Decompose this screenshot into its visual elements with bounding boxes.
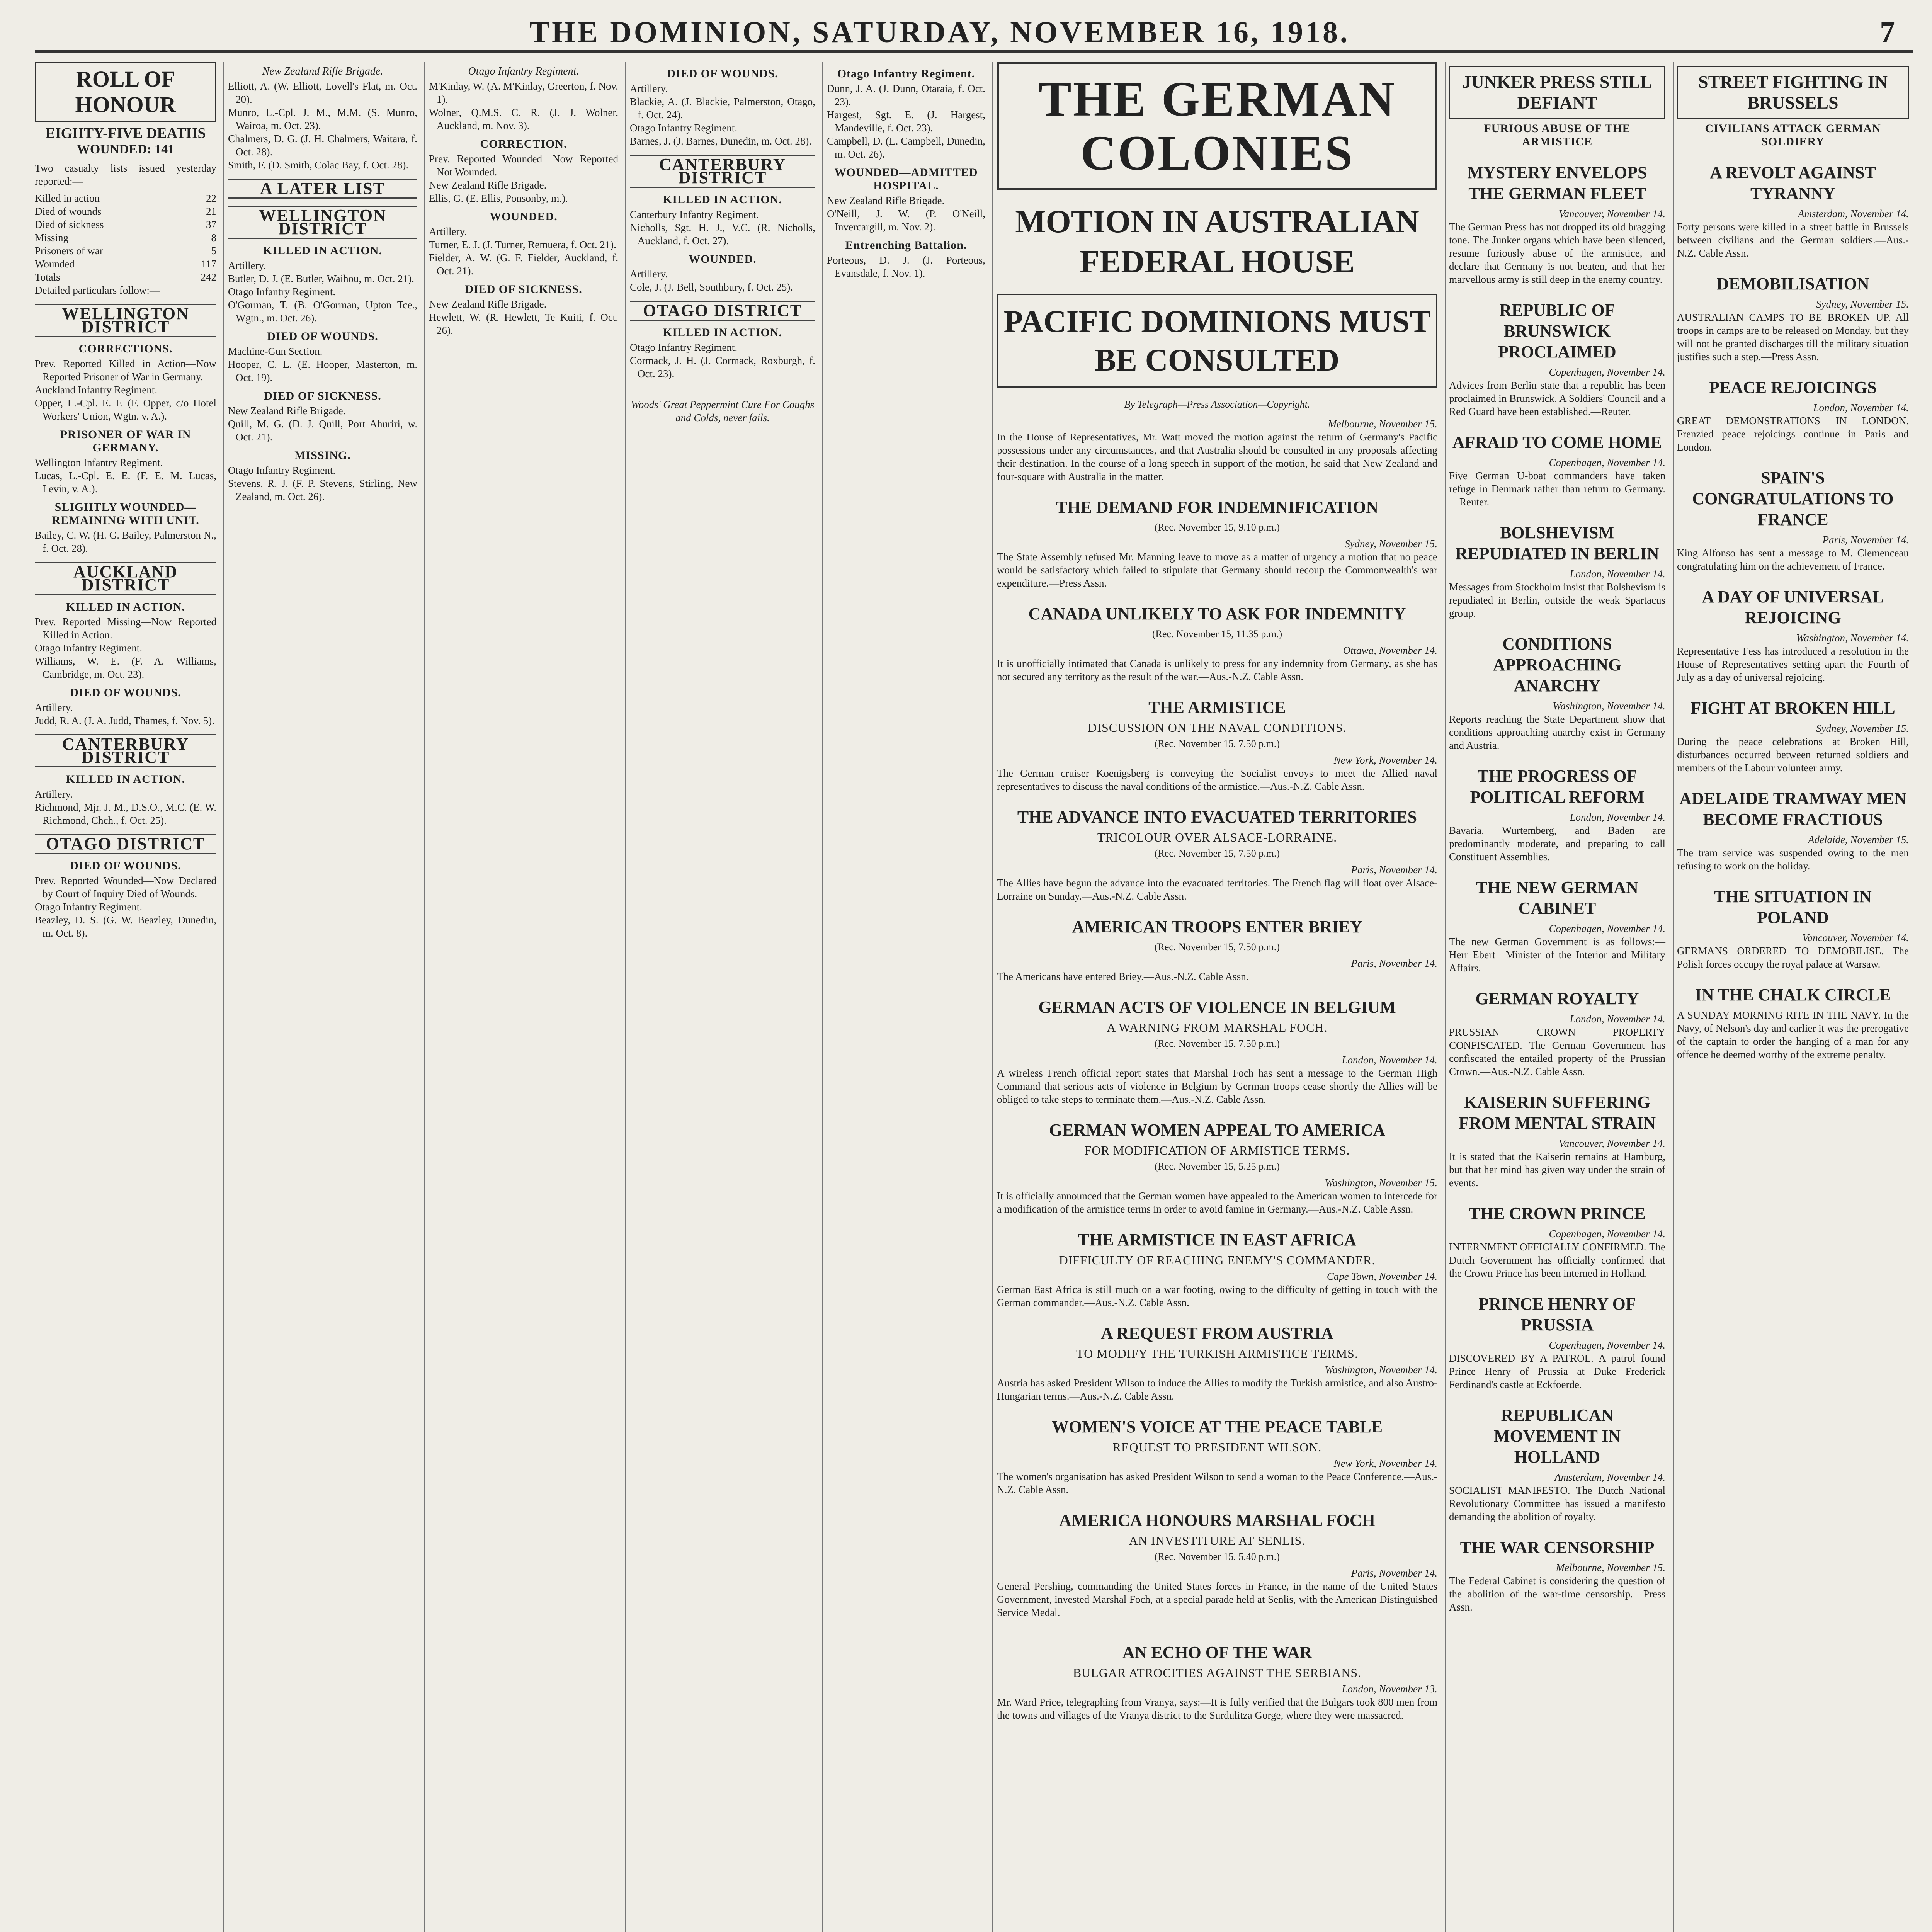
section-body: Forty persons were killed in a street battle in Brussels between civilians and the German soldiers.—Aus.-N.Z. Cable Assn. bbox=[1677, 221, 1909, 259]
stat-value: 37 bbox=[206, 219, 216, 230]
section-subtitle: AN INVESTITURE AT SENLIS. bbox=[1129, 1534, 1306, 1548]
casualty-entry: Artillery. bbox=[35, 702, 73, 713]
section-dateline: Sydney, November 15. bbox=[1816, 298, 1909, 310]
section-dateline: London, November 14. bbox=[1570, 568, 1665, 580]
casualty-entry: Ellis, G. (E. Ellis, Ponsonby, m.). bbox=[429, 192, 568, 204]
section-dateline: Sydney, November 15. bbox=[1345, 538, 1437, 549]
section-title: SPAIN'S CONGRATULATIONS TO FRANCE bbox=[1692, 468, 1894, 529]
section-body: Five German U-boat commanders have taken refuge in Denmark rather than return to Germany.—Reuter. bbox=[1449, 470, 1665, 508]
section-received: (Rec. November 15, 7.50 p.m.) bbox=[1154, 941, 1280, 952]
casualty-entry: Quill, M. G. (D. J. Quill, Port Ahuriri, w. Oct. 21). bbox=[228, 418, 417, 443]
press-sections bbox=[1449, 162, 1665, 1614]
section-body: Advices from Berlin state that a republic has been proclaimed in Brunswick. A Soldiers' Council and a Red Guard have been established.—Reuter. bbox=[1449, 379, 1665, 417]
section-received: (Rec. November 15, 7.50 p.m.) bbox=[1154, 1038, 1280, 1049]
category-heading: DIED OF SICKNESS. bbox=[465, 283, 582, 296]
section-subtitle: TRICOLOUR OVER ALSACE-LORRAINE. bbox=[1097, 830, 1337, 844]
casualty-entry: Judd, R. A. (J. A. Judd, Thames, f. Nov. 5). bbox=[35, 715, 214, 726]
section-dateline: Amsterdam, November 14. bbox=[1554, 1471, 1665, 1483]
section-title: MYSTERY ENVELOPS THE GERMAN FLEET bbox=[1467, 163, 1647, 203]
section-dateline: New York, November 14. bbox=[1333, 1458, 1437, 1469]
district-heading: AUCKLAND DISTRICT bbox=[35, 562, 216, 595]
section-dateline: Sydney, November 15. bbox=[1816, 723, 1909, 734]
casualty-entry: Blackie, A. (J. Blackie, Palmerston, Otago, f. Oct. 24). bbox=[630, 96, 815, 121]
section-body: DISCOVERED BY A PATROL. A patrol found Prince Henry of Prussia at Duke Frederick Ferdinand's castle at Eckfoerde. bbox=[1449, 1352, 1665, 1390]
section-dateline: Vancouver, November 14. bbox=[1559, 208, 1665, 219]
section-dateline: Copenhagen, November 14. bbox=[1549, 1228, 1665, 1240]
section-subtitle: DIFFICULTY OF REACHING ENEMY'S COMMANDER. bbox=[1059, 1253, 1376, 1267]
section-title: A DAY OF UNIVERSAL REJOICING bbox=[1702, 587, 1884, 627]
roll-intro: Two casualty lists issued yesterday reported:— bbox=[35, 162, 216, 187]
casualty-entry: Turner, E. J. (J. Turner, Remuera, f. Oct. 21). bbox=[429, 239, 617, 250]
stat-label: Killed in action bbox=[35, 192, 100, 204]
stat-label: Died of sickness bbox=[35, 219, 104, 230]
category-heading: KILLED IN ACTION. bbox=[663, 326, 782, 339]
casualty-entry: Wellington Infantry Regiment. bbox=[35, 457, 163, 468]
section-title: THE DEMAND FOR INDEMNIFICATION bbox=[1056, 498, 1378, 517]
section-body: During the peace celebrations at Broken Hill, disturbances occurred between returned soldiers and members of the Labour volunteer army. bbox=[1677, 736, 1909, 774]
section-title: THE WAR CENSORSHIP bbox=[1460, 1538, 1655, 1557]
casualty-entry: Beazley, D. S. (G. W. Beazley, Dunedin, m. Oct. 8). bbox=[35, 914, 216, 939]
section-dateline: Vancouver, November 14. bbox=[1802, 932, 1909, 944]
casualty-entry: Auckland Infantry Regiment. bbox=[35, 384, 158, 396]
section-dateline: Washington, November 15. bbox=[1325, 1177, 1437, 1189]
casualty-entry: Artillery. bbox=[35, 788, 73, 800]
colonies-sections bbox=[997, 497, 1437, 1619]
stat-row bbox=[35, 270, 216, 284]
section-dateline: Paris, November 14. bbox=[1351, 957, 1437, 969]
section-title: DEMOBILISATION bbox=[1716, 274, 1869, 293]
category-heading: DIED OF WOUNDS. bbox=[667, 67, 778, 80]
category-heading: Otago Infantry Regiment. bbox=[468, 65, 579, 77]
casualty-entry: Dunn, J. A. (J. Dunn, Otaraia, f. Oct. 23). bbox=[827, 83, 985, 107]
section-dateline: Ottawa, November 14. bbox=[1343, 645, 1437, 656]
section-body: The Allies have begun the advance into the evacuated territories. The French flag will float over Alsace-Lorraine on Sunday.—Aus.-N.Z. Cable Assn. bbox=[997, 877, 1437, 902]
section-body: It is unofficially intimated that Canada is unlikely to press for any indemnity from Germany, as she has not secured any territory as the result of the war.—Aus.-N.Z. Cable Assn. bbox=[997, 658, 1437, 682]
casualty-entry: Barnes, J. (J. Barnes, Dunedin, m. Oct. 28). bbox=[630, 135, 812, 147]
section-dateline: New York, November 14. bbox=[1333, 754, 1437, 766]
section-title: GERMAN ACTS OF VIOLENCE IN BELGIUM bbox=[1038, 998, 1396, 1017]
casualty-entry: Prev. Reported Wounded—Now Declared by Court of Inquiry Died of Wounds. bbox=[35, 875, 216, 900]
casualty-entry: Otago Infantry Regiment. bbox=[228, 286, 336, 298]
section-subtitle: TO MODIFY THE TURKISH ARMISTICE TERMS. bbox=[1076, 1347, 1358, 1361]
section-body: Austria has asked President Wilson to induce the Allies to modify the Turkish armistice, and also Austro-Hungarian terms.—Aus.-N.Z. Cable Assn. bbox=[997, 1377, 1437, 1402]
section-body: It is stated that the Kaiserin remains at Hamburg, but that her mind has given way under the strain of events. bbox=[1449, 1151, 1665, 1189]
casualty-entry: Lucas, L.-Cpl. E. E. (F. E. M. Lucas, Levin, v. A.). bbox=[35, 470, 216, 495]
column-brussels bbox=[1677, 62, 1909, 1932]
casualty-entry: Artillery. bbox=[630, 83, 668, 94]
category-heading: DIED OF WOUNDS. bbox=[70, 859, 181, 872]
casualty-entry: Otago Infantry Regiment. bbox=[228, 464, 336, 476]
section-title: BOLSHEVISM REPUDIATED IN BERLIN bbox=[1455, 523, 1659, 563]
section-title: PEACE REJOICINGS bbox=[1709, 378, 1877, 397]
casualty-entry: Elliott, A. (W. Elliott, Lovell's Flat, m. Oct. 20). bbox=[228, 80, 417, 105]
casualty-entry: Cormack, J. H. (J. Cormack, Roxburgh, f. Oct. 23). bbox=[630, 355, 815, 379]
section-received: (Rec. November 15, 7.50 p.m.) bbox=[1154, 848, 1280, 859]
casualty-entry: Machine-Gun Section. bbox=[228, 345, 323, 357]
colonies-headline: MOTION IN AUSTRALIAN FEDERAL HOUSE bbox=[1015, 204, 1419, 280]
category-heading: DIED OF WOUNDS. bbox=[267, 330, 378, 343]
brussels-sections bbox=[1677, 162, 1909, 1061]
stat-value: 242 bbox=[201, 271, 216, 283]
category-heading: Entrenching Battalion. bbox=[845, 239, 967, 252]
casualty-entry: Hooper, C. L. (E. Hooper, Masterton, m. Oct. 19). bbox=[228, 359, 417, 383]
section-title: AMERICA HONOURS MARSHAL FOCH bbox=[1059, 1511, 1375, 1530]
section-dateline: Washington, November 14. bbox=[1325, 1364, 1437, 1376]
category-heading: CORRECTION. bbox=[480, 138, 567, 150]
section-title: REPUBLIC OF BRUNSWICK PROCLAIMED bbox=[1498, 301, 1616, 361]
section-body: The German cruiser Koenigsberg is conveying the Socialist envoys to meet the Allied naval representatives to discuss the naval conditions of the armistice.—Aus.-N.Z. Cable Assn. bbox=[997, 767, 1437, 792]
casualty-entry: M'Kinlay, W. (A. M'Kinlay, Greerton, f. Nov. 1). bbox=[429, 80, 618, 105]
casualty-entry: Prev. Reported Wounded—Now Reported Not Wounded. bbox=[429, 153, 618, 178]
section-body: General Pershing, commanding the United States forces in France, in the name of the United States Government, invested Marshal Foch, at a special parade held at Senlis, with the American Distinguished Service Medal. bbox=[997, 1580, 1437, 1618]
section-title: ADELAIDE TRAMWAY MEN BECOME FRACTIOUS bbox=[1679, 789, 1906, 829]
column-german-colonies bbox=[997, 62, 1446, 1932]
colonies-title: THE GERMAN COLONIES bbox=[997, 62, 1437, 190]
section-title: IN THE CHALK CIRCLE bbox=[1695, 985, 1891, 1004]
section-list bbox=[827, 67, 985, 280]
casualty-entry: O'Gorman, T. (B. O'Gorman, Upton Tce., Wgtn., m. Oct. 26). bbox=[228, 299, 417, 324]
stat-row bbox=[35, 205, 216, 218]
section-body: INTERNMENT OFFICIALLY CONFIRMED. The Dutch Government has officially confirmed that the Crown Prince has been interned in Holland. bbox=[1449, 1241, 1665, 1279]
district-heading: OTAGO DISTRICT bbox=[630, 301, 815, 321]
column-junker-press bbox=[1449, 62, 1674, 1932]
advertisement: Woods' Great Peppermint Cure For Coughs and Colds, never fails. bbox=[631, 399, 815, 423]
casualty-entry: Smith, F. (D. Smith, Colac Bay, f. Oct. 28). bbox=[228, 159, 409, 171]
section-title: GERMAN WOMEN APPEAL TO AMERICA bbox=[1049, 1121, 1386, 1139]
section-dateline: Amsterdam, November 14. bbox=[1798, 208, 1909, 219]
section-dateline: Paris, November 14. bbox=[1822, 534, 1909, 546]
colonies-byline: By Telegraph—Press Association—Copyright. bbox=[1124, 399, 1310, 410]
section-dateline: Melbourne, November 15. bbox=[1556, 1562, 1665, 1573]
page-number: 7 bbox=[1880, 15, 1897, 49]
section-received: (Rec. November 15, 5.40 p.m.) bbox=[1154, 1551, 1280, 1562]
column-casualty-list-2 bbox=[228, 62, 425, 1932]
category-heading: KILLED IN ACTION. bbox=[263, 244, 382, 257]
casualty-entry: Cole, J. (J. Bell, Southbury, f. Oct. 25). bbox=[630, 281, 793, 293]
district-heading: WELLINGTON DISTRICT bbox=[228, 206, 417, 239]
section-dateline: London, November 14. bbox=[1570, 1013, 1665, 1025]
section-dateline: Copenhagen, November 14. bbox=[1549, 1339, 1665, 1351]
echo-subtitle: BULGAR ATROCITIES AGAINST THE SERBIANS. bbox=[1073, 1666, 1362, 1680]
section-received: (Rec. November 15, 5.25 p.m.) bbox=[1154, 1161, 1280, 1172]
casualty-entry: Otago Infantry Regiment. bbox=[35, 642, 143, 654]
section-body: A SUNDAY MORNING RITE IN THE NAVY. In the Navy, of Nelson's day and earlier it was the prerogative of the captain to order the hanging of a man for any offence he deemed worthy of the extreme penalty. bbox=[1677, 1009, 1909, 1060]
category-heading: SLIGHTLY WOUNDED—REMAINING WITH UNIT. bbox=[52, 501, 199, 527]
section-body: PRUSSIAN CROWN PROPERTY CONFISCATED. The German Government has confiscated the entailed property of the Prussian Crown.—Aus.-N.Z. Cable Assn. bbox=[1449, 1026, 1665, 1077]
stat-row bbox=[35, 257, 216, 270]
stat-label: Died of wounds bbox=[35, 206, 102, 217]
roll-footnote: Detailed particulars follow:— bbox=[35, 284, 160, 296]
masthead-title: THE DOMINION, SATURDAY, NOVEMBER 16, 1918. bbox=[529, 15, 1350, 49]
later-list-heading: A LATER LIST bbox=[228, 179, 417, 199]
casualty-entry: New Zealand Rifle Brigade. bbox=[429, 179, 547, 191]
section-title: FIGHT AT BROKEN HILL bbox=[1690, 699, 1895, 718]
stat-value: 22 bbox=[206, 192, 216, 204]
colonies-dateline: Melbourne, November 15. bbox=[1328, 418, 1437, 430]
section-received: (Rec. November 15, 9.10 p.m.) bbox=[1154, 522, 1280, 533]
casualty-entry: Opper, L.-Cpl. E. F. (F. Opper, c/o Hotel Workers' Union, Wgtn. v. A.). bbox=[35, 397, 216, 422]
section-received: (Rec. November 15, 11.35 p.m.) bbox=[1152, 628, 1282, 639]
section-title: CANADA UNLIKELY TO ASK FOR INDEMNITY bbox=[1028, 604, 1406, 623]
section-list bbox=[429, 65, 618, 132]
echo-body: Mr. Ward Price, telegraphing from Vranya, says:—It is fully verified that the Bulgars took 800 men from the towns and villages of the Vranya district to the Surdulitza Gorge, where they were massacred. bbox=[997, 1696, 1437, 1721]
casualty-entry: Hewlett, W. (R. Hewlett, Te Kuiti, f. Oct. 26). bbox=[429, 311, 618, 336]
stat-value: 117 bbox=[201, 258, 216, 270]
casualty-entry: Campbell, D. (L. Campbell, Dunedin, m. Oct. 26). bbox=[827, 135, 985, 160]
category-heading: Otago Infantry Regiment. bbox=[837, 67, 975, 80]
section-title: AMERICAN TROOPS ENTER BRIEY bbox=[1072, 917, 1362, 936]
echo-title: AN ECHO OF THE WAR bbox=[1122, 1643, 1312, 1662]
section-title: AFRAID TO COME HOME bbox=[1452, 433, 1662, 452]
section-dateline: Paris, November 14. bbox=[1351, 864, 1437, 876]
section-title: THE NEW GERMAN CABINET bbox=[1476, 878, 1638, 918]
district-heading: WELLINGTON DISTRICT bbox=[35, 304, 216, 337]
casualty-entry: Artillery. bbox=[228, 260, 266, 271]
section-dateline: London, November 14. bbox=[1342, 1054, 1437, 1066]
section-body: The State Assembly refused Mr. Manning leave to move as a matter of urgency a motion that no peace would be satisfactory which failed to stipulate that Germany should recoup the Commonwealth's war expenditure.—Press Assn. bbox=[997, 551, 1437, 589]
category-heading: CORRECTIONS. bbox=[78, 342, 173, 355]
section-body: Bavaria, Wurtemberg, and Baden are predominantly moderate, and preparing to call Constituent Assemblies. bbox=[1449, 825, 1665, 862]
stat-row bbox=[35, 218, 216, 231]
district-heading: CANTERBURY DISTRICT bbox=[35, 734, 216, 767]
column-casualty-list-5 bbox=[827, 62, 993, 1932]
casualty-entry: Hargest, Sgt. E. (J. Hargest, Mandeville, f. Oct. 23). bbox=[827, 109, 985, 134]
section-body: Messages from Stockholm insist that Bolshevism is repudiated in Berlin, outside the weak Spartacus group. bbox=[1449, 581, 1665, 619]
section-list bbox=[630, 326, 815, 380]
category-heading: KILLED IN ACTION. bbox=[66, 773, 185, 786]
district-heading: OTAGO DISTRICT bbox=[35, 834, 216, 854]
section-dateline: London, November 14. bbox=[1570, 811, 1665, 823]
section-title: CONDITIONS APPROACHING ANARCHY bbox=[1493, 634, 1622, 695]
column-roll-of-honour bbox=[35, 62, 224, 1932]
section-title: THE SITUATION IN POLAND bbox=[1714, 887, 1872, 927]
section-title: PRINCE HENRY OF PRUSSIA bbox=[1478, 1294, 1636, 1334]
casualty-entry: Artillery. bbox=[429, 226, 467, 237]
section-title: THE ARMISTICE IN EAST AFRICA bbox=[1078, 1230, 1357, 1249]
section-dateline: Vancouver, November 14. bbox=[1559, 1138, 1665, 1149]
casualty-entry: Prev. Reported Killed in Action—Now Reported Prisoner of War in Germany. bbox=[35, 358, 216, 383]
roll-stats bbox=[35, 192, 216, 284]
category-heading: MISSING. bbox=[294, 449, 351, 462]
casualty-entry: Otago Infantry Regiment. bbox=[630, 342, 738, 353]
casualty-entry: New Zealand Rifle Brigade. bbox=[827, 195, 945, 206]
casualty-entry: Stevens, R. J. (F. P. Stevens, Stirling, New Zealand, m. Oct. 26). bbox=[228, 478, 417, 502]
casualty-entry: Bailey, C. W. (H. G. Bailey, Palmerston N., f. Oct. 28). bbox=[35, 529, 216, 554]
casualty-entry: Wolner, Q.M.S. C. R. (J. J. Wolner, Auckland, m. Nov. 3). bbox=[429, 107, 618, 131]
section-subtitle: DISCUSSION ON THE NAVAL CONDITIONS. bbox=[1088, 721, 1347, 735]
section-dateline: Adelaide, November 15. bbox=[1808, 834, 1909, 845]
category-heading: WOUNDED. bbox=[490, 210, 558, 223]
section-list bbox=[35, 342, 216, 555]
stat-label: Missing bbox=[35, 232, 69, 243]
section-list bbox=[228, 65, 417, 172]
category-heading: WOUNDED. bbox=[689, 253, 757, 265]
section-body: The Federal Cabinet is considering the question of the abolition of the war-time censorship.—Press Assn. bbox=[1449, 1575, 1665, 1613]
casualty-entry: Otago Infantry Regiment. bbox=[630, 122, 738, 134]
section-list bbox=[228, 244, 417, 503]
section-dateline: Copenhagen, November 14. bbox=[1549, 457, 1665, 468]
section-dateline: Copenhagen, November 14. bbox=[1549, 923, 1665, 934]
casualty-entry: Otago Infantry Regiment. bbox=[35, 901, 143, 913]
stat-value: 21 bbox=[206, 206, 216, 217]
casualty-entry: New Zealand Rifle Brigade. bbox=[228, 405, 346, 417]
stat-row bbox=[35, 192, 216, 205]
casualty-entry: O'Neill, J. W. (P. O'Neill, Invercargill, m. Nov. 2). bbox=[827, 208, 985, 233]
roll-subtitle: EIGHTY-FIVE DEATHS bbox=[45, 125, 206, 141]
casualty-entry: Artillery. bbox=[630, 268, 668, 280]
stat-label: Wounded bbox=[35, 258, 75, 270]
section-subtitle: REQUEST TO PRESIDENT WILSON. bbox=[1112, 1440, 1322, 1454]
section-dateline: Washington, November 14. bbox=[1796, 632, 1909, 644]
colonies-body: In the House of Representatives, Mr. Watt moved the motion against the return of Germany's Pacific possessions under any circumstances, and that Australia should be consulted in any proposals affecting their destination. In the course of a long speech in support of the motion, he said that New Zealand and four-square with Australia in the matter. bbox=[997, 431, 1437, 482]
section-dateline: Cape Town, November 14. bbox=[1327, 1270, 1437, 1282]
section-dateline: Paris, November 14. bbox=[1351, 1567, 1437, 1579]
stat-row bbox=[35, 244, 216, 257]
category-heading: DIED OF WOUNDS. bbox=[70, 686, 181, 699]
stat-row bbox=[35, 231, 216, 244]
casualty-entry: New Zealand Rifle Brigade. bbox=[429, 298, 547, 310]
stat-label: Totals bbox=[35, 271, 60, 283]
section-body: SOCIALIST MANIFESTO. The Dutch National Revolutionary Committee has issued a manifesto demanding the abolition of royalty. bbox=[1449, 1485, 1665, 1522]
section-title: A REQUEST FROM AUSTRIA bbox=[1101, 1324, 1333, 1343]
category-heading: KILLED IN ACTION. bbox=[66, 600, 185, 613]
casualty-entry: Chalmers, D. G. (J. H. Chalmers, Waitara, f. Oct. 28). bbox=[228, 133, 417, 158]
casualty-entry: Nicholls, Sgt. H. J., V.C. (R. Nicholls, Auckland, f. Oct. 27). bbox=[630, 222, 815, 247]
echo-dateline: London, November 13. bbox=[1342, 1683, 1437, 1695]
section-title: THE PROGRESS OF POLITICAL REFORM bbox=[1470, 767, 1645, 806]
section-body: The women's organisation has asked President Wilson to send a woman to the Peace Conference.—Aus.-N.Z. Cable Assn. bbox=[997, 1471, 1437, 1495]
section-body: The Americans have entered Briey.—Aus.-N.Z. Cable Assn. bbox=[997, 971, 1249, 982]
district-heading: CANTERBURY DISTRICT bbox=[630, 155, 815, 188]
section-list bbox=[630, 193, 815, 294]
section-title: A REVOLT AGAINST TYRANNY bbox=[1710, 163, 1876, 203]
section-list bbox=[429, 138, 618, 337]
category-heading: New Zealand Rifle Brigade. bbox=[262, 65, 383, 77]
casualty-entry: Richmond, Mjr. J. M., D.S.O., M.C. (E. W. Richmond, Chch., f. Oct. 25). bbox=[35, 801, 216, 826]
roll-title: ROLL OF HONOUR bbox=[35, 62, 216, 122]
stat-value: 5 bbox=[211, 245, 216, 257]
section-list bbox=[35, 600, 216, 727]
roll-wounded: WOUNDED: 141 bbox=[77, 142, 175, 156]
column-casualty-list-4 bbox=[630, 62, 823, 1932]
section-dateline: Washington, November 14. bbox=[1553, 700, 1665, 712]
press-subtitle: FURIOUS ABUSE OF THE ARMISTICE bbox=[1484, 122, 1631, 148]
section-dateline: Copenhagen, November 14. bbox=[1549, 366, 1665, 378]
masthead bbox=[35, 8, 1913, 53]
section-body: GERMANS ORDERED TO DEMOBILISE. The Polish forces occupy the royal palace at Warsaw. bbox=[1677, 945, 1909, 970]
section-title: WOMEN'S VOICE AT THE PEACE TABLE bbox=[1051, 1417, 1383, 1436]
section-title: GERMAN ROYALTY bbox=[1475, 989, 1639, 1008]
section-body: AUSTRALIAN CAMPS TO BE BROKEN UP. All troops in camps are to be released on Monday, but they will not be granted discharges till the military situation justifies such a step.—Press Assn. bbox=[1677, 311, 1909, 362]
category-heading: WOUNDED—ADMITTED HOSPITAL. bbox=[834, 166, 978, 192]
category-heading: PRISONER OF WAR IN GERMANY. bbox=[60, 428, 191, 454]
stat-label: Prisoners of war bbox=[35, 245, 103, 257]
casualty-entry: Williams, W. E. (F. A. Williams, Cambridge, m. Oct. 23). bbox=[35, 655, 216, 680]
category-heading: DIED OF SICKNESS. bbox=[264, 389, 381, 402]
section-body: The tram service was suspended owing to the men refusing to work on the holiday. bbox=[1677, 847, 1909, 872]
section-list bbox=[35, 773, 216, 827]
casualty-entry: Prev. Reported Missing—Now Reported Killed in Action. bbox=[35, 616, 216, 641]
section-body: It is officially announced that the German women have appealed to the American women to intercede for a modification of the armistice terms in order to avoid famine in Germany.—Aus.-N.Z. Cable Assn. bbox=[997, 1190, 1437, 1215]
casualty-entry: Canterbury Infantry Regiment. bbox=[630, 209, 759, 220]
brussels-subtitle: CIVILIANS ATTACK GERMAN SOLDIERY bbox=[1705, 122, 1881, 148]
section-title: THE CROWN PRINCE bbox=[1469, 1204, 1646, 1223]
column-casualty-list-3 bbox=[429, 62, 626, 1932]
section-dateline: London, November 14. bbox=[1813, 402, 1909, 413]
casualty-entry: Fielder, A. W. (G. F. Fielder, Auckland, f. Oct. 21). bbox=[429, 252, 618, 277]
brussels-title: STREET FIGHTING IN BRUSSELS bbox=[1677, 66, 1909, 119]
section-title: KAISERIN SUFFERING FROM MENTAL STRAIN bbox=[1458, 1093, 1656, 1133]
casualty-entry: Butler, D. J. (E. Butler, Waihou, m. Oct. 21). bbox=[228, 273, 414, 284]
section-title: REPUBLICAN MOVEMENT IN HOLLAND bbox=[1494, 1406, 1621, 1466]
section-body: A wireless French official report states that Marshal Foch has sent a message to the German High Command that serious acts of violence in Belgium by German troops cease shortly the Allies will be obliged to take steps to terminate them.—Aus.-N.Z. Cable Assn. bbox=[997, 1067, 1437, 1105]
section-subtitle: A WARNING FROM MARSHAL FOCH. bbox=[1107, 1020, 1328, 1034]
press-title: JUNKER PRESS STILL DEFIANT bbox=[1449, 66, 1665, 119]
casualty-entry: Porteous, D. J. (J. Porteous, Evansdale, f. Nov. 1). bbox=[827, 254, 985, 279]
section-body: Representative Fess has introduced a resolution in the House of Representatives setting apart the Fourth of July as a day of universal rejoicing. bbox=[1677, 645, 1909, 683]
section-subtitle: FOR MODIFICATION OF ARMISTICE TERMS. bbox=[1084, 1143, 1350, 1157]
section-list bbox=[35, 859, 216, 940]
category-heading: KILLED IN ACTION. bbox=[663, 193, 782, 206]
section-body: The new German Government is as follows:— Herr Ebert—Minister of the Interior and Military Affairs. bbox=[1449, 936, 1665, 974]
section-received: (Rec. November 15, 7.50 p.m.) bbox=[1154, 738, 1280, 749]
casualty-entry: Munro, L.-Cpl. J. M., M.M. (S. Munro, Wairoa, m. Oct. 23). bbox=[228, 107, 417, 131]
section-title: THE ARMISTICE bbox=[1148, 698, 1286, 717]
colonies-box-headline: PACIFIC DOMINIONS MUST BE CONSULTED bbox=[997, 294, 1437, 388]
section-body: King Alfonso has sent a message to M. Clemenceau congratulating him on the achievement of France. bbox=[1677, 547, 1909, 572]
stat-value: 8 bbox=[211, 232, 216, 243]
section-body: Reports reaching the State Department show that conditions approaching anarchy exist in Germany and Austria. bbox=[1449, 713, 1665, 751]
section-body: The German Press has not dropped its old bragging tone. The Junker organs which have been silenced, resume furiously abuse of the armistice, and declare that Germany is not beaten, and that her marvellous army is still deep in the enemy country. bbox=[1449, 221, 1665, 285]
section-body: GREAT DEMONSTRATIONS IN LONDON. Frenzied peace rejoicings continue in Paris and London. bbox=[1677, 415, 1909, 453]
section-list bbox=[630, 67, 815, 148]
section-title: THE ADVANCE INTO EVACUATED TERRITORIES bbox=[1017, 808, 1417, 827]
section-body: German East Africa is still much on a war footing, owing to the difficulty of getting in touch with the German commander.—Aus.-N.Z. Cable Assn. bbox=[997, 1284, 1437, 1308]
